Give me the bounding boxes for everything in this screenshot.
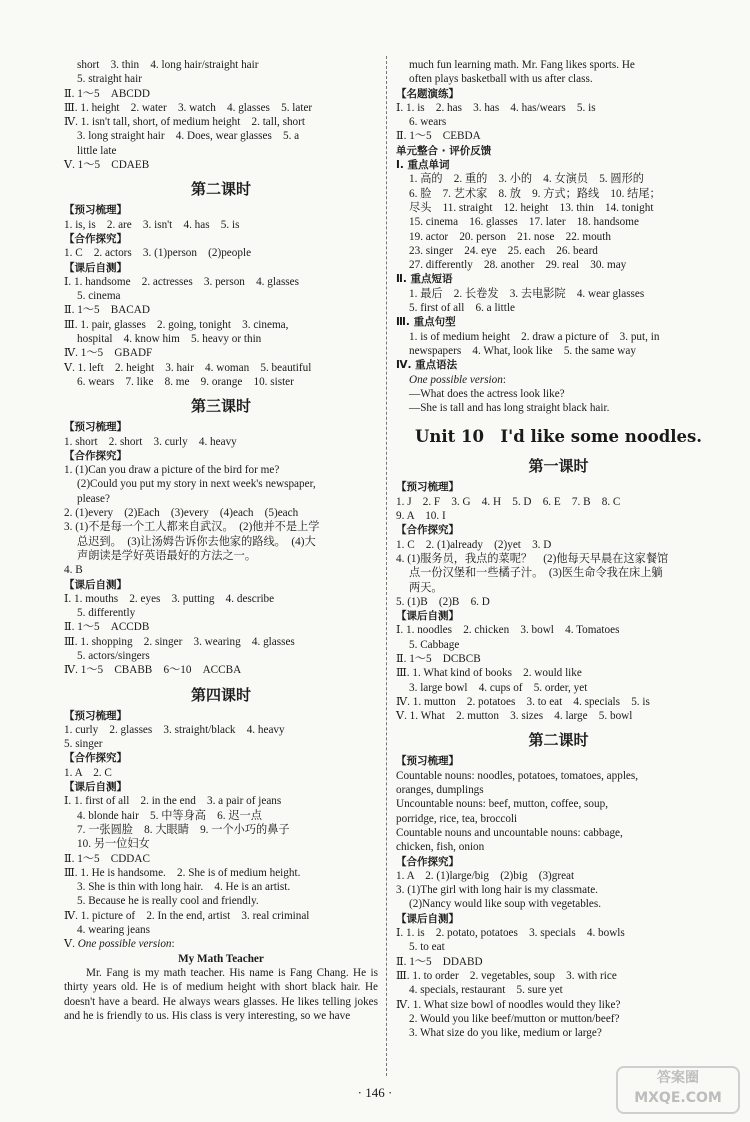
- answer-line: Ⅰ. 1. mouths 2. eyes 3. putting 4. describe: [64, 592, 275, 605]
- answer-line: hospital 4. know him 5. heavy or thin: [77, 333, 262, 346]
- answer-line: 1. C 2. actors 3. (1)person (2)people: [64, 247, 252, 260]
- answer-line: 3. (1)The girl with long hair is my classmate.: [396, 884, 598, 897]
- colon: :: [502, 373, 506, 386]
- answer-line: Ⅰ. 1. first of all 2. in the end 3. a pair of jeans: [64, 795, 282, 808]
- answer-line: 5. first of all 6. a little: [409, 302, 515, 315]
- answer-line: 1. A 2. (1)large/big (2)big (3)great: [396, 869, 575, 882]
- section-heading: 【合作探究】: [64, 232, 127, 245]
- answer-line: Ⅱ. 1～5 CEBDA: [396, 130, 481, 143]
- answer-line: 2. Would you like beef/mutton or mutton/beef?: [409, 1012, 620, 1025]
- lesson-heading: 第二课时: [528, 731, 589, 750]
- answer-line: 5. differently: [77, 607, 136, 620]
- answer-line: porridge, rice, tea, broccoli: [396, 812, 518, 825]
- section-heading: 【预习梳理】: [64, 421, 127, 434]
- section-heading: 【合作探究】: [64, 449, 127, 462]
- subsection-heading: Ⅰ. 重点单词: [396, 159, 450, 172]
- answer-line: 27. differently 28. another 29. real 30. may: [409, 259, 627, 272]
- answer-line: short 3. thin 4. long hair/straight hair: [77, 59, 259, 71]
- answer-line: 23. singer 24. eye 25. each 26. beard: [409, 244, 598, 257]
- answer-line: —She is tall and has long straight black hair.: [409, 402, 610, 415]
- answer-line: 两天。: [409, 581, 443, 594]
- section-heading: 【课后自测】: [396, 912, 459, 925]
- item-number: Ⅴ.: [64, 938, 78, 951]
- answer-line: 3. What size do you like, medium or large?: [409, 1027, 602, 1040]
- italic-label: One possible version: [77, 938, 172, 951]
- answer-line: 10. 另一位妇女: [77, 838, 150, 851]
- answer-line: Ⅳ. 1. What size bowl of noodles would they like?: [396, 998, 621, 1011]
- lesson-heading: 第四课时: [190, 685, 251, 704]
- answer-line: Ⅲ. 1. shopping 2. singer 3. wearing 4. glasses: [64, 635, 295, 648]
- column-divider: [386, 56, 387, 1076]
- answer-line: please?: [77, 492, 110, 505]
- answer-line: 1. 最后 2. 长卷发 3. 去电影院 4. wear glasses: [409, 287, 645, 300]
- answer-line: 点一份汉堡和一些橘子汁。 (3)医生命令我在床上躺: [409, 567, 663, 580]
- answer-line: Ⅲ. 1. He is handsome. 2. She is of medium height.: [64, 866, 301, 879]
- answer-line: 1. C 2. (1)already (2)yet 3. D: [396, 538, 552, 551]
- answer-line: 4. specials, restaurant 5. sure yet: [409, 984, 563, 997]
- possible-version-label: [396, 373, 721, 387]
- section-heading: 【预习梳理】: [64, 204, 127, 217]
- answer-line: 尽头 11. straight 12. height 13. thin 14. tonight: [409, 201, 654, 214]
- answer-line: 3. She is thin with long hair. 4. He is an artist.: [77, 881, 291, 894]
- answer-line: 1. is of medium height 2. draw a picture of 3. put, in: [409, 330, 660, 343]
- answer-line: 1. A 2. C: [64, 766, 112, 779]
- answer-line: 1. (1)Can you draw a picture of the bird for me?: [64, 464, 280, 477]
- answer-line: Ⅱ. 1～5 BACAD: [64, 304, 150, 317]
- answer-line: 9. A 10. I: [396, 510, 446, 523]
- answer-line: 5. (1)B (2)B 6. D: [396, 595, 490, 608]
- answer-line: Ⅱ. 1～5 ACCDB: [64, 621, 150, 634]
- answer-line: often plays basketball with us after class.: [409, 73, 593, 86]
- answer-line: much fun learning math. Mr. Fang likes sports. He: [409, 59, 635, 71]
- section-heading: 【课后自测】: [64, 781, 127, 794]
- watermark-logo: [616, 1066, 740, 1114]
- answer-line: 1. short 2. short 3. curly 4. heavy: [64, 435, 237, 448]
- essay-title: My Math Teacher: [178, 952, 264, 965]
- answer-line: 4. (1)服务员，我点的菜呢？ (2)他每天早晨在这家餐馆: [396, 552, 669, 565]
- lesson-heading: 第二课时: [190, 180, 251, 199]
- answer-line: 6. wears: [409, 116, 447, 129]
- answer-line: 1. 高的 2. 重的 3. 小的 4. 女演员 5. 圆形的: [409, 173, 644, 186]
- answer-line: 19. actor 20. person 21. nose 22. mouth: [409, 230, 611, 243]
- answer-line: Ⅳ. 1. picture of 2. In the end, artist 3. real criminal: [64, 909, 310, 922]
- answer-line: Ⅳ. 1～5 GBADF: [64, 347, 153, 360]
- section-heading: 【课后自测】: [396, 610, 459, 623]
- answer-line: 5. Because he is really cool and friendly.: [77, 895, 259, 908]
- page-number: · 146 ·: [357, 1085, 393, 1100]
- answer-line: Countable nouns: noodles, potatoes, tomatoes, apples,: [396, 769, 639, 782]
- section-heading: 【课后自测】: [64, 578, 127, 591]
- answer-line: 1. J 2. F 3. G 4. H 5. D 6. E 7. B 8. C: [396, 495, 621, 508]
- answer-line: 5. Cabbage: [409, 638, 460, 651]
- answer-line: newspapers 4. What, look like 5. the same way: [409, 344, 636, 357]
- watermark-text: 答案圈 MXQE.COM: [634, 1070, 722, 1106]
- possible-version-label: [64, 937, 378, 951]
- subsection-heading: Ⅳ. 重点语法: [396, 359, 458, 372]
- answer-line: Ⅰ. 1. handsome 2. actresses 3. person 4. glasses: [64, 275, 299, 288]
- answer-line: 6. 脸 7. 艺术家 8. 放 9. 方式；路线 10. 结尾；: [409, 187, 661, 200]
- answer-line: Ⅴ. 1. What 2. mutton 3. sizes 4. large 5. bowl: [396, 710, 633, 723]
- answer-line: 3. long straight hair 4. Does, wear glasses 5. a: [77, 130, 300, 143]
- answer-line: Countable nouns and uncountable nouns: cabbage,: [396, 826, 623, 839]
- section-heading: 【合作探究】: [64, 752, 127, 765]
- italic-label: One possible version: [409, 373, 503, 386]
- answer-line: Ⅴ. 1. left 2. height 3. hair 4. woman 5. beautiful: [64, 361, 312, 374]
- answer-line: Ⅴ. 1～5 CDAEB: [64, 159, 150, 172]
- colon: :: [171, 938, 175, 951]
- answer-line: Ⅰ. 1. is 2. potato, potatoes 3. specials 4. bowls: [396, 927, 625, 940]
- section-heading: 【预习梳理】: [396, 755, 459, 768]
- answer-line: 总迟到。 (3)让汤姆告诉你去他家的路线。 (4)大: [77, 535, 316, 548]
- section-heading: 【合作探究】: [396, 855, 459, 868]
- answer-line: 1. curly 2. glasses 3. straight/black 4. heavy: [64, 723, 285, 736]
- answer-line: Ⅳ. 1. isn't tall, short, of medium height 2. tall, short: [64, 116, 305, 129]
- answer-line: Ⅲ. 1. height 2. water 3. watch 4. glasses 5. later: [64, 101, 313, 114]
- answer-line: Ⅱ. 1～5 DCBCB: [396, 652, 481, 665]
- answer-line: Ⅲ. 1. What kind of books 2. would like: [396, 667, 582, 680]
- answer-line: 声朗读是学好英语最好的方法之一。: [77, 549, 257, 562]
- answer-line: 1. is, is 2. are 3. isn't 4. has 5. is: [64, 218, 240, 231]
- answer-line: Ⅰ. 1. noodles 2. chicken 3. bowl 4. Tomatoes: [396, 624, 620, 637]
- unit-title: Unit 10 I'd like some noodles.: [414, 427, 703, 447]
- subsection-heading: Ⅱ. 重点短语: [396, 273, 453, 286]
- answer-line: Ⅱ. 1～5 DDABD: [396, 955, 483, 968]
- answer-line: 3. (1)不是每一个工人都来自武汉。 (2)他并不是上学: [64, 521, 320, 534]
- essay-paragraph: Mr. Fang is my math teacher. His name is Fang Chang. He is thirty years old. He is of medium height with short black hair. He doesn't have a beard. He always wears glasses. He likes telling jokes and he is friendly to us. His class is very interesting, so we have: [64, 966, 378, 1022]
- lesson-heading: 第三课时: [190, 397, 251, 416]
- answer-line: 15. cinema 16. glasses 17. later 18. handsome: [409, 216, 639, 229]
- answer-line: Ⅱ. 1～5 CDDAC: [64, 852, 150, 865]
- answer-line: (2)Could you put my story in next week's newspaper,: [77, 478, 316, 491]
- answer-line: 2. (1)every (2)Each (3)every (4)each (5)each: [64, 507, 299, 520]
- right-column: [396, 58, 721, 1040]
- section-heading: 【预习梳理】: [64, 709, 127, 722]
- answer-line: oranges, dumplings: [396, 784, 484, 797]
- answer-line: 4. blonde hair 5. 中等身高 6. 迟一点: [77, 809, 262, 822]
- subsection-heading: Ⅲ. 重点句型: [396, 316, 456, 329]
- answer-line: 5. singer: [64, 738, 103, 751]
- answer-line: 4. wearing jeans: [77, 924, 151, 937]
- answer-line: 5. straight hair: [77, 73, 142, 86]
- section-heading: 【合作探究】: [396, 524, 459, 537]
- answer-line: 6. wears 7. like 8. me 9. orange 10. sister: [77, 375, 294, 388]
- answer-line: Uncountable nouns: beef, mutton, coffee, soup,: [396, 798, 608, 811]
- answer-line: 3. large bowl 4. cups of 5. order, yet: [409, 681, 588, 694]
- section-heading: 【预习梳理】: [396, 481, 459, 494]
- answer-line: Ⅳ. 1. mutton 2. potatoes 3. to eat 4. specials 5. is: [396, 695, 650, 708]
- answer-line: 5. actors/singers: [77, 649, 150, 662]
- answer-line: Ⅱ. 1～5 ABCDD: [64, 87, 150, 100]
- answer-line: 5. to eat: [409, 941, 445, 954]
- section-heading: 【课后自测】: [64, 261, 127, 274]
- lesson-heading: 第一课时: [528, 457, 589, 476]
- answer-line: Ⅲ. 1. to order 2. vegetables, soup 3. with rice: [396, 969, 617, 982]
- section-heading: 【名题演练】: [396, 87, 459, 100]
- subsection-heading: 单元整合 · 评价反馈: [396, 144, 492, 157]
- left-column: [64, 58, 378, 1023]
- answer-line: Ⅰ. 1. is 2. has 3. has 4. has/wears 5. is: [396, 101, 596, 114]
- answer-line: Ⅳ. 1～5 CBABB 6～10 ACCBA: [64, 664, 242, 677]
- answer-line: chicken, fish, onion: [396, 841, 485, 854]
- answer-line: 7. 一张圆脸 8. 大眼睛 9. 一个小巧的鼻子: [77, 823, 290, 836]
- answer-line: 4. B: [64, 564, 83, 577]
- answer-line: (2)Nancy would like soup with vegetables.: [409, 898, 602, 911]
- answer-line: 5. cinema: [77, 290, 121, 303]
- answer-line: little late: [77, 144, 117, 157]
- answer-line: Ⅲ. 1. pair, glasses 2. going, tonight 3. cinema,: [64, 318, 289, 331]
- answer-line: —What does the actress look like?: [409, 387, 565, 400]
